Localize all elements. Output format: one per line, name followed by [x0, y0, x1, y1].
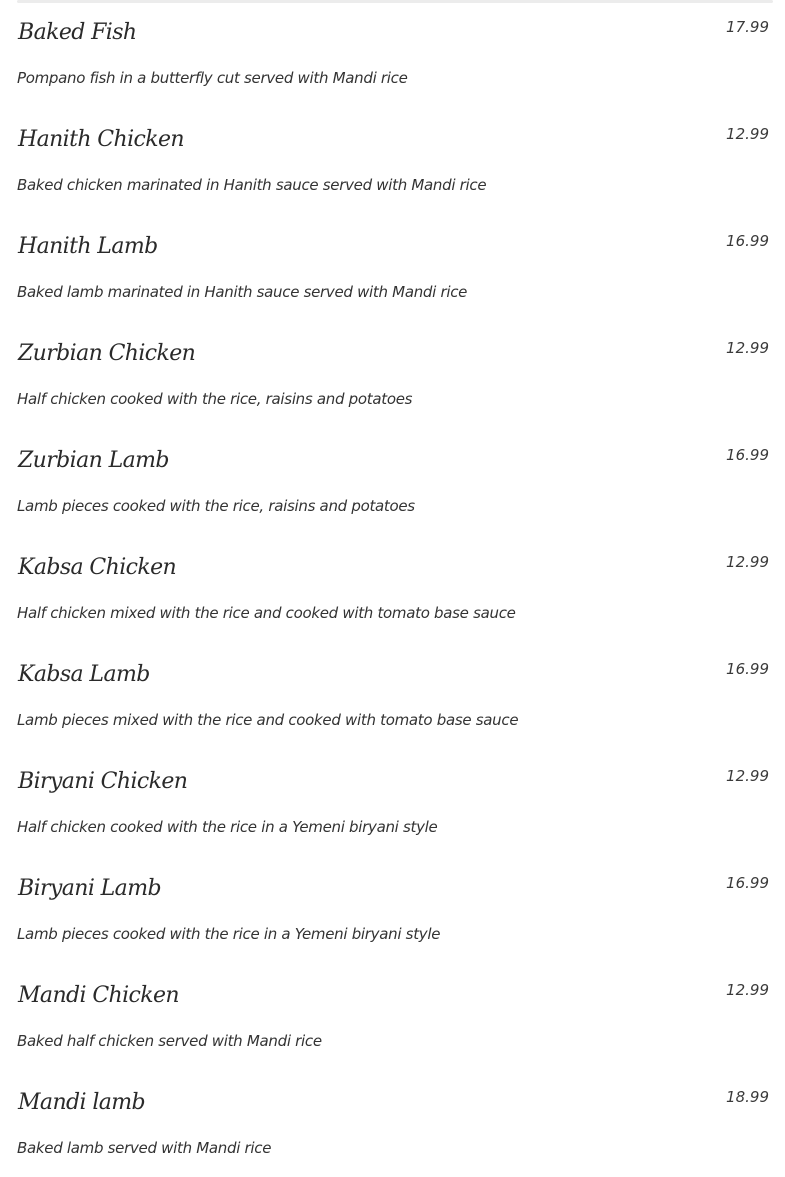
menu-item-price: 16.99	[726, 232, 769, 250]
menu-item-name: Mandi lamb	[18, 1090, 146, 1115]
menu-item-description: Lamb pieces mixed with the rice and cooked with tomato base sauce	[17, 711, 519, 729]
menu-item-name: Biryani Lamb	[18, 876, 161, 901]
menu-item	[17, 856, 769, 963]
menu-item	[17, 107, 769, 214]
menu-item-price: 18.99	[726, 1088, 769, 1106]
menu-item-name: Kabsa Lamb	[18, 662, 150, 687]
menu-item	[17, 642, 769, 749]
menu-item-price: 12.99	[726, 553, 769, 571]
menu-item-price: 16.99	[726, 446, 769, 464]
menu-item-name: Kabsa Chicken	[18, 555, 177, 580]
menu-item	[17, 214, 769, 321]
menu-item	[17, 321, 769, 428]
menu-item-price: 12.99	[726, 339, 769, 357]
menu-item-description: Half chicken cooked with the rice, raisins and potatoes	[17, 390, 413, 408]
menu-item-description: Pompano fish in a butterfly cut served with Mandi rice	[17, 69, 408, 87]
menu-item-name: Baked Fish	[18, 20, 137, 45]
menu-item-name: Biryani Chicken	[18, 769, 188, 794]
menu-item-description: Half chicken mixed with the rice and cooked with tomato base sauce	[17, 604, 516, 622]
menu-item	[17, 1070, 769, 1177]
menu-item	[17, 535, 769, 642]
menu-item	[17, 0, 769, 107]
menu-item-price: 16.99	[726, 660, 769, 678]
menu-item-description: Baked lamb served with Mandi rice	[17, 1139, 272, 1157]
menu-item-description: Baked lamb marinated in Hanith sauce served with Mandi rice	[17, 283, 468, 301]
menu-list	[17, 0, 769, 1177]
menu-item-description: Half chicken cooked with the rice in a Yemeni biryani style	[17, 818, 438, 836]
menu-item-description: Lamb pieces cooked with the rice, raisins and potatoes	[17, 497, 415, 515]
menu-item-name: Hanith Lamb	[18, 234, 158, 259]
menu-item-name: Zurbian Lamb	[18, 448, 169, 473]
menu-item-description: Baked chicken marinated in Hanith sauce served with Mandi rice	[17, 176, 487, 194]
menu-item-price: 16.99	[726, 874, 769, 892]
menu-item	[17, 428, 769, 535]
menu-item-name: Mandi Chicken	[18, 983, 180, 1008]
menu-item-description: Lamb pieces cooked with the rice in a Yemeni biryani style	[17, 925, 441, 943]
menu-item-name: Zurbian Chicken	[18, 341, 196, 366]
menu-item-name: Hanith Chicken	[18, 127, 184, 152]
menu-item	[17, 749, 769, 856]
menu-item-price: 12.99	[726, 767, 769, 785]
menu-item-description: Baked half chicken served with Mandi rice	[17, 1032, 322, 1050]
menu-item-price: 17.99	[726, 18, 769, 36]
menu-item-price: 12.99	[726, 125, 769, 143]
menu-item	[17, 963, 769, 1070]
menu-item-price: 12.99	[726, 981, 769, 999]
